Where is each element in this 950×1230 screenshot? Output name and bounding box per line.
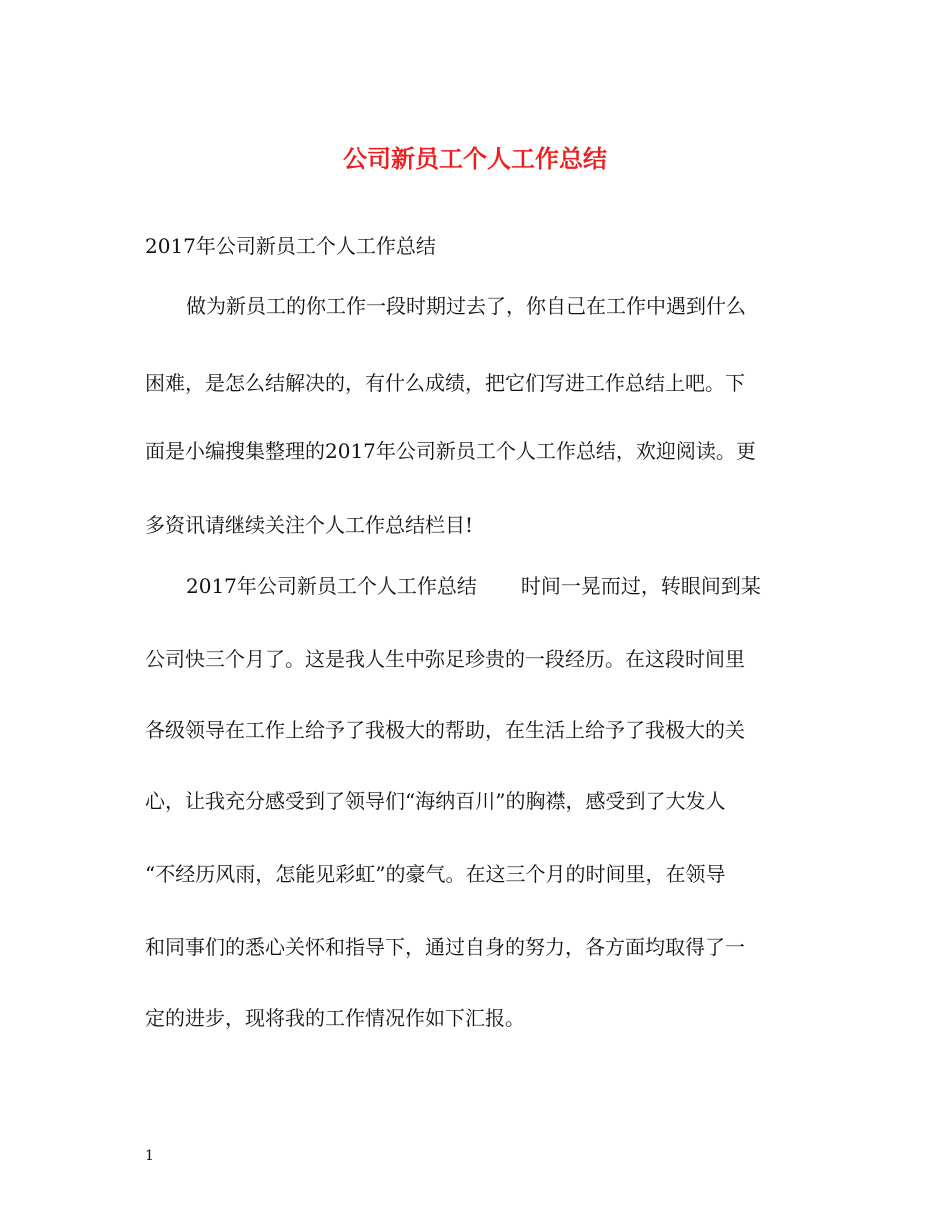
paragraph-2-line-1	[186, 572, 810, 600]
paragraph-2-heading: 2017年公司新员工个人工作总结	[186, 574, 477, 598]
paragraph-2-first-line-rest: 时间一晃而过，转眼间到某	[520, 574, 761, 598]
page-number: 1	[145, 1148, 154, 1164]
paragraph-2-line-6: 和同事们的悉心关怀和指导下，通过自身的努力，各方面均取得了一	[145, 935, 745, 959]
paragraph-2-line-5: “不经历风雨，怎能见彩虹”的豪气。在这三个月的时间里，在领导	[145, 862, 726, 886]
paragraph-1-line-4: 多资讯请继续关注个人工作总结栏目!	[145, 513, 474, 537]
document-subtitle: 2017年公司新员工个人工作总结	[145, 234, 436, 258]
paragraph-1-line-3: 面是小编搜集整理的2017年公司新员工个人工作总结，欢迎阅读。更	[145, 439, 756, 463]
paragraph-2-line-3: 各级领导在工作上给予了我极大的帮助，在生活上给予了我极大的关	[145, 718, 745, 742]
paragraph-2-line-4: 心，让我充分感受到了领导们“海纳百川”的胸襟，感受到了大发人	[145, 789, 726, 813]
document-title: 公司新员工个人工作总结	[343, 145, 607, 173]
paragraph-2-line-7: 定的进步，现将我的工作情况作如下汇报。	[145, 1006, 525, 1030]
paragraph-2-line-2: 公司快三个月了。这是我人生中弥足珍贵的一段经历。在这段时间里	[145, 647, 745, 671]
paragraph-1-line-2: 困难，是怎么结解决的，有什么成绩，把它们写进工作总结上吧。下	[145, 371, 745, 395]
paragraph-1-line-1: 做为新员工的你工作一段时期过去了，你自己在工作中遇到什么	[186, 294, 746, 318]
